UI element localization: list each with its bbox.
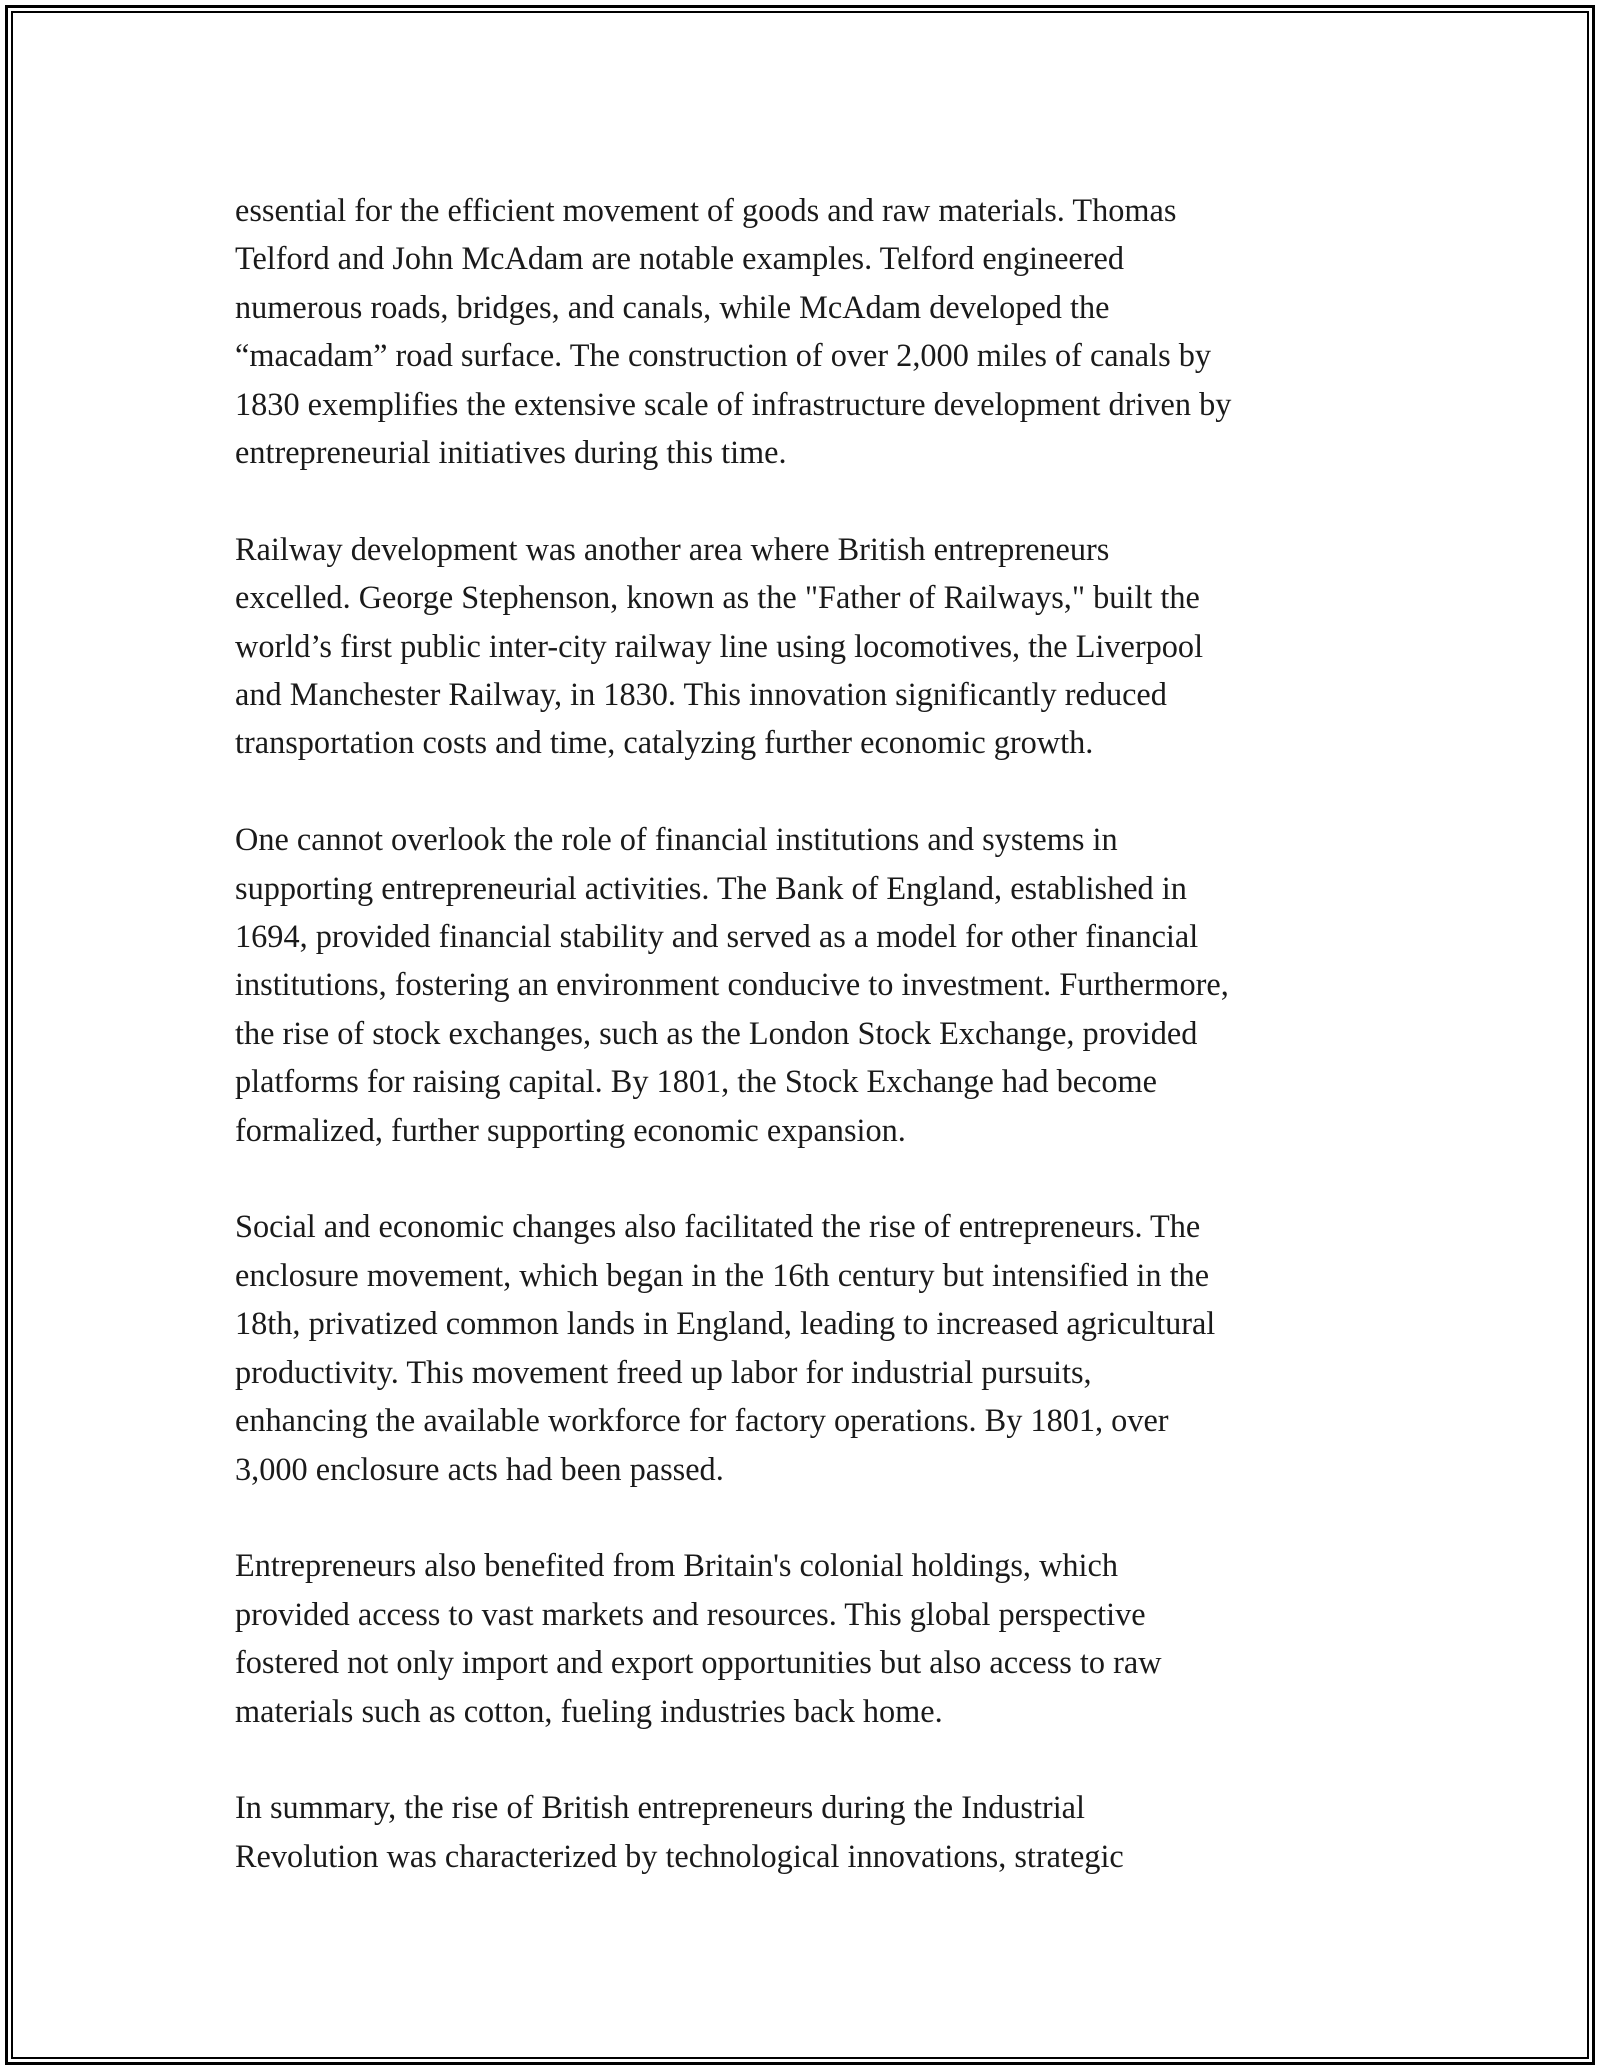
paragraph-railways [235, 525, 1375, 767]
text-line: 1694, provided financial stability and served as a model for other financial [235, 918, 1199, 955]
text-line: entrepreneurial initiatives during this time. [235, 434, 787, 471]
text-line: One cannot overlook the role of financial institutions and systems in [235, 821, 1118, 858]
text-line: Revolution was characterized by technological innovations, strategic [235, 1837, 1124, 1874]
text-line: 18th, privatized common lands in England, leading to increased agricultural [235, 1305, 1216, 1342]
text-line: transportation costs and time, catalyzing further economic growth. [235, 724, 1094, 761]
text-line: 3,000 enclosure acts had been passed. [235, 1450, 724, 1487]
paragraph-colonial [235, 1541, 1375, 1735]
paragraph-finance [235, 815, 1375, 1154]
text-line: platforms for raising capital. By 1801, the Stock Exchange had become [235, 1063, 1157, 1100]
text-line: In summary, the rise of British entrepreneurs during the Industrial [235, 1789, 1085, 1826]
text-line: Telford and John McAdam are notable examples. Telford engineered [235, 240, 1124, 277]
text-line: numerous roads, bridges, and canals, while McAdam developed the [235, 288, 1110, 325]
text-line: the rise of stock exchanges, such as the London Stock Exchange, provided [235, 1014, 1198, 1051]
text-line: Entrepreneurs also benefited from Britain's colonial holdings, which [235, 1547, 1118, 1584]
text-line: institutions, fostering an environment conducive to investment. Furthermore, [235, 966, 1229, 1003]
text-line: provided access to vast markets and resources. This global perspective [235, 1595, 1146, 1632]
document-body [235, 186, 1375, 1929]
paragraph-summary [235, 1783, 1375, 1880]
text-line: supporting entrepreneurial activities. The Bank of England, established in [235, 869, 1187, 906]
text-line: Social and economic changes also facilitated the rise of entrepreneurs. The [235, 1208, 1201, 1245]
text-line: enclosure movement, which began in the 16th century but intensified in the [235, 1256, 1210, 1293]
text-line: essential for the efficient movement of goods and raw materials. Thomas [235, 192, 1177, 228]
text-line: excelled. George Stephenson, known as the "Father of Railways," built the [235, 579, 1200, 616]
text-line: materials such as cotton, fueling industries back home. [235, 1692, 943, 1729]
text-line: productivity. This movement freed up labor for industrial pursuits, [235, 1353, 1092, 1390]
text-line: fostered not only import and export opportunities but also access to raw [235, 1644, 1162, 1681]
text-line: enhancing the available workforce for factory operations. By 1801, over [235, 1402, 1169, 1439]
paragraph-infrastructure [235, 186, 1375, 476]
text-line: Railway development was another area where British entrepreneurs [235, 530, 1110, 567]
paragraph-enclosure [235, 1202, 1375, 1492]
text-line: formalized, further supporting economic expansion. [235, 1111, 906, 1148]
text-line: and Manchester Railway, in 1830. This innovation significantly reduced [235, 676, 1167, 713]
text-line: 1830 exemplifies the extensive scale of infrastructure development driven by [235, 385, 1232, 422]
text-line: “macadam” road surface. The construction of over 2,000 miles of canals by [235, 337, 1212, 374]
text-line: world’s first public inter-city railway line using locomotives, the Liverpool [235, 627, 1204, 664]
